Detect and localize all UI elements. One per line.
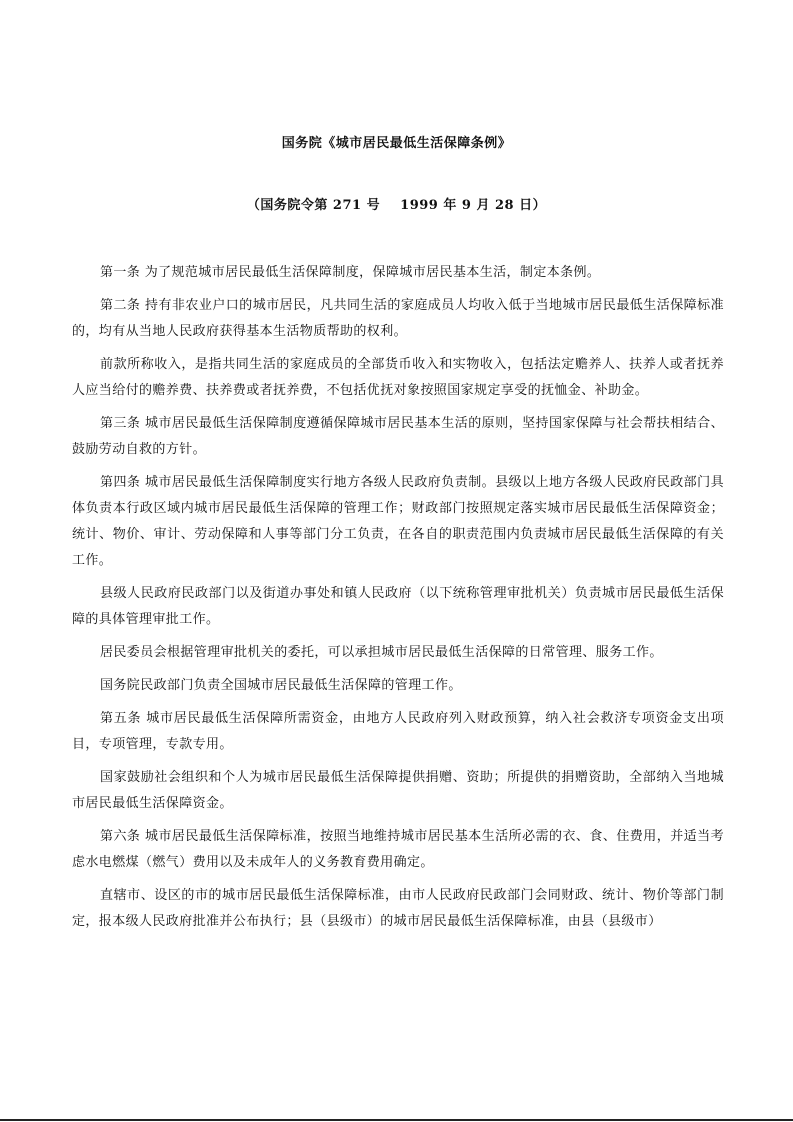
paragraph-article-3: 第三条 城市居民最低生活保障制度遵循保障城市居民基本生活的原则，坚持国家保障与社会帮扶相结合、鼓励劳动自救的方针。: [72, 416, 724, 457]
paragraph-article-4: 第四条 城市居民最低生活保障制度实行地方各级人民政府负责制。县级以上地方各级人民政府民政部门具体负责本行政区域内城市居民最低生活保障的管理工作；财政部门按照规定落实城市居民最低生活保障资金；统计、物价、审计、劳动保障和人事等部门分工负责，在各自的职责范围内负责城市居民最低生活保障的有关工作。: [72, 475, 724, 568]
paragraph-article-4-national: 国务院民政部门负责全国城市居民最低生活保障的管理工作。: [100, 678, 462, 693]
paragraph-article-4-committee: 居民委员会根据管理审批机关的委托，可以承担城市居民最低生活保障的日常管理、服务工作。: [100, 645, 663, 660]
paragraph-article-2-income: 前款所称收入，是指共同生活的家庭成员的全部货币收入和实物收入，包括法定赡养人、扶养人或者抚养人应当给付的赡养费、扶养费或者抚养费，不包括优抚对象按照国家规定享受的抚恤金、补助金。: [72, 357, 724, 398]
paragraph-article-5-donations: 国家鼓励社会组织和个人为城市居民最低生活保障提供捐赠、资助；所提供的捐赠资助，全部纳入当地城市居民最低生活保障资金。: [72, 770, 724, 811]
paragraph-article-1: 第一条 为了规范城市居民最低生活保障制度，保障城市居民基本生活，制定本条例。: [100, 265, 601, 280]
page-bottom-rule: [0, 1119, 793, 1121]
paragraph-article-2: 第二条 持有非农业户口的城市居民，凡共同生活的家庭成员人均收入低于当地城市居民最低生活保障标准的，均有从当地人民政府获得基本生活物质帮助的权利。: [72, 298, 724, 339]
document-title: 国务院《城市居民最低生活保障条例》: [281, 136, 512, 151]
document-body: [72, 260, 724, 942]
paragraph-article-6-standards: 直辖市、设区的市的城市居民最低生活保障标准，由市人民政府民政部门会同财政、统计、物价等部门制定，报本级人民政府批准并公布执行；县（县级市）的城市居民最低生活保障标准，由县（县级市）: [72, 888, 724, 929]
paragraph-article-5: 第五条 城市居民最低生活保障所需资金，由地方人民政府列入财政预算，纳入社会救济专项资金支出项目，专项管理，专款专用。: [72, 711, 724, 752]
paragraph-article-4-county: 县级人民政府民政部门以及街道办事处和镇人民政府（以下统称管理审批机关）负责城市居民最低生活保障的具体管理审批工作。: [72, 586, 724, 627]
document-subtitle: （国务院令第 271 号 1999 年 9 月 28 日）: [246, 198, 547, 213]
paragraph-article-6: 第六条 城市居民最低生活保障标准，按照当地维持城市居民基本生活所必需的衣、食、住费用，并适当考虑水电燃煤（燃气）费用以及未成年人的义务教育费用确定。: [72, 829, 724, 870]
